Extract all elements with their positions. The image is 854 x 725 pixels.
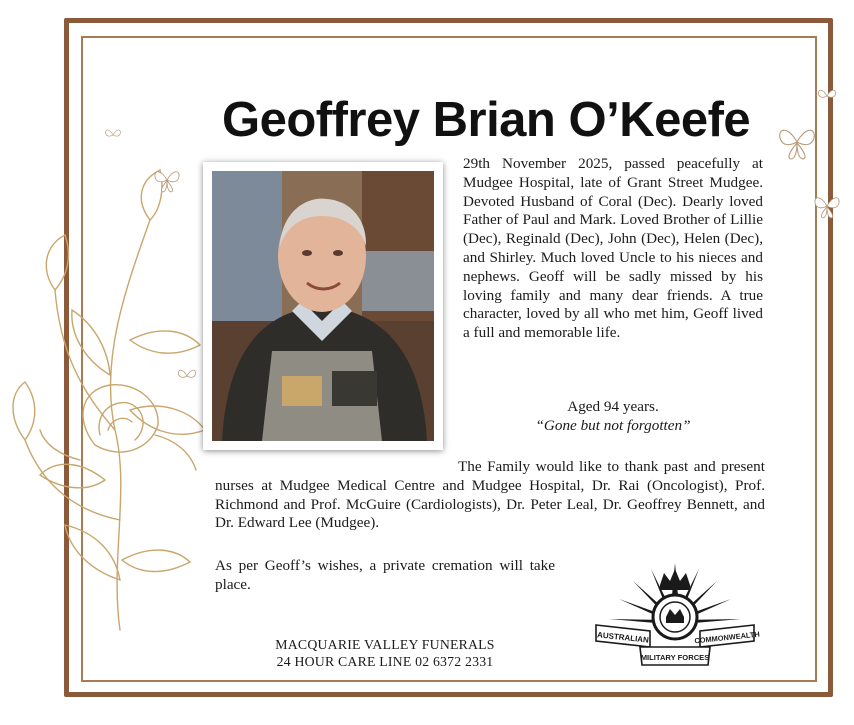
floral-decoration (0, 160, 230, 640)
butterfly-icon (812, 192, 842, 220)
cremation-note-text: As per Geoff’s wishes, a private cremation will take place. (215, 557, 555, 593)
care-line-number: 24 HOUR CARE LINE 02 6372 2331 (276, 654, 494, 669)
butterfly-icon (104, 126, 122, 144)
butterfly-icon (816, 86, 838, 106)
thanks-text: The Family would like to thank past and present nurses at Mudgee Medical Centre and Mudgee Hospital, Dr. Rai (Oncologist), Prof. Richmond and Prof. McGuire (Cardiologists), Dr. Peter Leal, Dr. Geoffrey Bennett, and Dr. Edward Lee (Mudgee). (215, 458, 765, 532)
obituary-body-text: 29th November 2025, passed peacefully at Mudgee Hospital, late of Grant Street Mudgee. Devoted Husband of Coral (Dec). Dearly loved Father of Paul and Mark. Loved Brother of Lillie (Dec), Reginald (Dec), John (Dec), Helen (Dec), and Shirley. Much loved Uncle to his nieces and nephews. Geoff will be sadly missed by his loving family and many dear friends. A true character, loved by all who met him, Geoff lived a full and memorable life. (463, 155, 763, 342)
badge-text-left: AUSTRALIAN (596, 630, 650, 645)
portrait-photo-frame (203, 162, 443, 450)
memorial-quote: “Gone but not forgotten” (535, 417, 691, 434)
funeral-company-name: MACQUARIE VALLEY FUNERALS (275, 637, 495, 652)
butterfly-icon (776, 122, 818, 162)
badge-text-bottom: MILITARY FORCES (640, 653, 710, 662)
funeral-director-info (240, 636, 530, 670)
age-text: Aged 94 years. (567, 398, 659, 415)
butterfly-icon (176, 366, 198, 386)
badge-text-right: COMMONWEALTH (693, 629, 760, 646)
butterfly-icon (152, 166, 182, 194)
portrait-photo (212, 171, 434, 441)
deceased-name-title: Geoffrey Brian O’Keefe (222, 93, 751, 147)
military-badge-icon (590, 555, 760, 675)
